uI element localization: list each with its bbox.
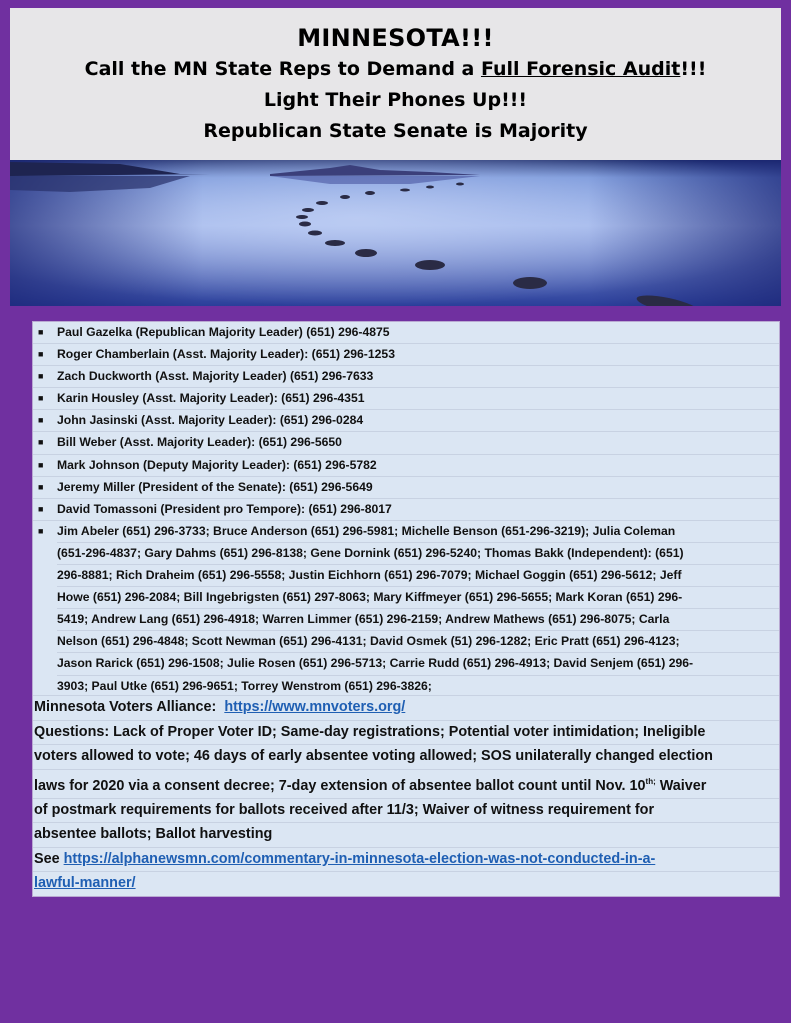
header-banner — [10, 8, 781, 160]
bullet-icon: ■ — [38, 525, 44, 536]
alliance-line — [33, 695, 779, 721]
questions-line: voters allowed to vote; 46 days of early absentee voting allowed; SOS unilaterally changed election — [33, 745, 779, 770]
bullet-icon: ■ — [38, 349, 44, 360]
list-item: ■ Karin Housley (Asst. Majority Leader): (651) 296-4351 — [33, 388, 779, 410]
headline-audit-underlined: Full Forensic Audit — [480, 58, 681, 80]
list-item: ■ John Jasinski (Asst. Majority Leader): (651) 296-0284 — [33, 410, 779, 432]
bullet-icon: ■ — [38, 371, 44, 382]
senators-line: 3903; Paul Utke (651) 296-9651; Torrey Wenstrom (651) 296-3826; — [57, 678, 432, 693]
resources-section — [33, 695, 779, 896]
headline-phones: Light Their Phones Up!!! — [263, 89, 528, 111]
questions-line: laws for 2020 via a consent decree; 7-day extension of absentee ballot count until Nov. $10^{th;}$ Waiver — [33, 770, 779, 799]
see-line-continued — [33, 872, 779, 896]
list-item: ■ Paul Gazelka (Republican Majority Leader) (651) 296-4875 — [33, 322, 779, 344]
senators-line: Howe (651) 296-2084; Bill Ingebrigsten (651) 297-8063; Mary Kiffmeyer (651) 296-5655; Mark Koran (651) 296- — [57, 587, 779, 609]
leadership-contacts — [33, 322, 779, 697]
list-item: ■ Roger Chamberlain (Asst. Majority Leader): (651) 296-1253 — [33, 344, 779, 366]
list-item: ■ David Tomassoni (President pro Tempore): (651) 296-8017 — [33, 499, 779, 521]
senators-line: 5419; Andrew Lang (651) 296-4918; Warren Limmer (651) 296-2159; Andrew Mathews (651) 296-8075; Carla — [57, 609, 779, 631]
bullet-icon: ■ — [38, 415, 44, 426]
bullet-icon: ■ — [38, 459, 44, 470]
see-label: See — [34, 850, 64, 867]
see-line — [33, 848, 779, 873]
alliance-label: Minnesota Voters Alliance: — [34, 699, 225, 715]
senators-line: Jason Rarick (651) 296-1508; Julie Rosen (651) 296-5713; Carrie Rudd (651) 296-4913; David Senjem (651) 296- — [57, 653, 779, 675]
list-item: ■ Mark Johnson (Deputy Majority Leader): (651) 296-5782 — [33, 455, 779, 477]
page-title: MINNESOTA!!! — [297, 24, 494, 52]
bullet-icon: ■ — [38, 437, 44, 448]
bullet-icon: ■ — [38, 481, 44, 492]
headline-majority: Republican State Senate is Majority — [203, 120, 588, 142]
questions-line: Questions: Lack of Proper Voter ID; Same-day registrations; Potential voter intimidation; Ineligible — [33, 721, 779, 746]
mnvoters-link[interactable]: https://www.mnvoters.org/ — [224, 699, 406, 715]
bullet-icon: ■ — [38, 393, 44, 404]
list-item: ■ Jeremy Miller (President of the Senate): (651) 296-5649 — [33, 477, 779, 499]
superscript-th: th; — [645, 776, 656, 786]
senators-line: (651-296-4837; Gary Dahms (651) 296-8138; Gene Dornink (651) 296-5240; Thomas Bakk (Independent): (651) — [57, 543, 779, 565]
headline-audit — [10, 54, 781, 85]
list-item: ■ Bill Weber (Asst. Majority Leader): (651) 296-5650 — [33, 432, 779, 454]
contact-list-box — [32, 321, 780, 897]
questions-line: absentee ballots; Ballot harvesting — [33, 823, 779, 848]
bullet-icon: ■ — [38, 327, 44, 337]
senators-line: Jim Abeler (651) 296-3733; Bruce Anderson (651) 296-5981; Michelle Benson (651-296-3219); Julia Coleman — [57, 521, 779, 543]
headline-audit-post: !!! — [680, 58, 707, 80]
senators-line: 296-8881; Rich Draheim (651) 296-5558; Justin Eichhorn (651) 296-7079; Michael Goggin (651) 296-5612; Jeff — [57, 565, 779, 587]
bullet-icon: ■ — [38, 503, 44, 514]
lake-stepping-stones-photo — [10, 160, 781, 306]
headline-audit-pre: Call the MN State Reps to Demand a — [84, 58, 481, 80]
list-item: ■ Zach Duckworth (Asst. Majority Leader) (651) 296-7633 — [33, 366, 779, 388]
alphanews-link[interactable]: https://alphanewsmn.com/commentary-in-minnesota-election-was-not-conducted-in-a- — [63, 850, 656, 867]
lake-photo-svg — [10, 160, 781, 306]
senators-line: Nelson (651) 296-4848; Scott Newman (651) 296-4131; David Osmek (51) 296-1282; Eric Pratt (651) 296-4123; — [57, 631, 779, 653]
list-item-other-senators — [33, 521, 779, 697]
questions-line: of postmark requirements for ballots received after 11/3; Waiver of witness requirement for — [33, 799, 779, 824]
alphanews-link-continued[interactable]: lawful-manner/ — [34, 875, 136, 892]
